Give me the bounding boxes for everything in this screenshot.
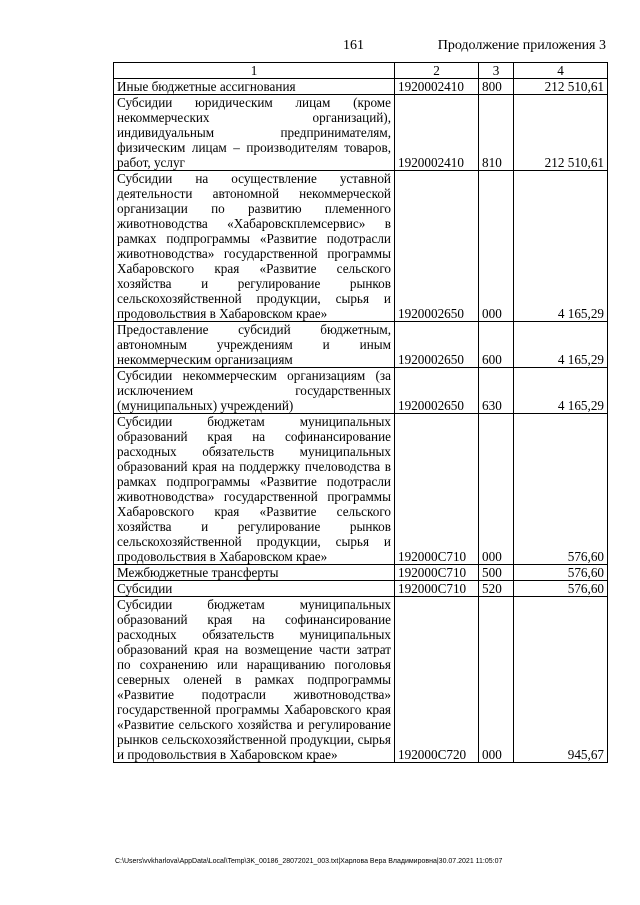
row-type: 000 bbox=[479, 597, 514, 763]
row-amount: 576,60 bbox=[514, 581, 608, 597]
row-type: 520 bbox=[479, 581, 514, 597]
row-code: 192000С710 bbox=[395, 414, 479, 565]
column-header-4: 4 bbox=[514, 63, 608, 79]
row-name: Субсидии bbox=[114, 581, 395, 597]
row-amount: 4 165,29 bbox=[514, 368, 608, 414]
row-amount: 212 510,61 bbox=[514, 95, 608, 171]
row-type: 630 bbox=[479, 368, 514, 414]
row-name: Иные бюджетные ассигнования bbox=[114, 79, 395, 95]
row-amount: 4 165,29 bbox=[514, 171, 608, 322]
row-code: 1920002410 bbox=[395, 95, 479, 171]
row-amount: 576,60 bbox=[514, 414, 608, 565]
row-name: Субсидии бюджетам муниципальных образований края на софинансирование расходных обязательств муниципальных образований края на возмещение части затрат по сохранению или наращиванию поголовья северных оленей в рамках подпрограммы «Развитие подотрасли животноводства» государственной программы Хабаровского края «Развитие сельского хозяйства и регулирование рынков сельскохозяйственной продукции, сырья и продовольствия в Хабаровском крае» bbox=[114, 597, 395, 763]
row-type: 600 bbox=[479, 322, 514, 368]
table-row bbox=[114, 79, 608, 95]
column-header-2: 2 bbox=[395, 63, 479, 79]
table-row bbox=[114, 368, 608, 414]
budget-table bbox=[113, 62, 608, 763]
row-code: 1920002650 bbox=[395, 322, 479, 368]
table-row bbox=[114, 414, 608, 565]
row-amount: 945,67 bbox=[514, 597, 608, 763]
row-type: 500 bbox=[479, 565, 514, 581]
table-row bbox=[114, 597, 608, 763]
row-type: 800 bbox=[479, 79, 514, 95]
table-row bbox=[114, 322, 608, 368]
table-row bbox=[114, 171, 608, 322]
row-code: 192000С710 bbox=[395, 565, 479, 581]
row-type: 810 bbox=[479, 95, 514, 171]
row-amount: 212 510,61 bbox=[514, 79, 608, 95]
row-name: Предоставление субсидий бюджетным, автономным учреждениям и иным некоммерческим организациям bbox=[114, 322, 395, 368]
row-amount: 4 165,29 bbox=[514, 322, 608, 368]
column-header-3: 3 bbox=[479, 63, 514, 79]
row-name: Субсидии некоммерческим организациям (за исключением государственных (муниципальных) учреждений) bbox=[114, 368, 395, 414]
header-row bbox=[114, 63, 608, 79]
row-name: Межбюджетные трансферты bbox=[114, 565, 395, 581]
column-header-1: 1 bbox=[114, 63, 395, 79]
row-code: 1920002650 bbox=[395, 171, 479, 322]
continuation-note: Продолжение приложения 3 bbox=[437, 38, 606, 53]
row-code: 192000С710 bbox=[395, 581, 479, 597]
table-row bbox=[114, 95, 608, 171]
row-code: 1920002410 bbox=[395, 79, 479, 95]
file-path-footer: C:\Users\vvkharlova\AppData\Local\Temp\3K_00186_28072021_003.txt|Харлова Вера Владимировна|30.07.2021 11:05:07 bbox=[115, 858, 503, 865]
row-type: 000 bbox=[479, 414, 514, 565]
page-number: 161 bbox=[343, 38, 364, 53]
row-type: 000 bbox=[479, 171, 514, 322]
row-name: Субсидии бюджетам муниципальных образований края на софинансирование расходных обязательств муниципальных образований края на поддержку пчеловодства в рамках подпрограммы «Развитие подотрасли животноводства» государственной программы Хабаровского края «Развитие сельского хозяйства и регулирование рынков сельскохозяйственной продукции, сырья и продовольствия в Хабаровском крае» bbox=[114, 414, 395, 565]
row-name: Субсидии юридическим лицам (кроме некоммерческих организаций), индивидуальным предпринимателям, физическим лицам – производителям товаров, работ, услуг bbox=[114, 95, 395, 171]
row-code: 192000С720 bbox=[395, 597, 479, 763]
row-code: 1920002650 bbox=[395, 368, 479, 414]
table-row bbox=[114, 581, 608, 597]
table-row bbox=[114, 565, 608, 581]
row-name: Субсидии на осуществление уставной деятельности автономной некоммерческой организации по развитию племенного животноводства «Хабаровскплемсервис» в рамках подпрограммы «Развитие подотрасли животноводства» государственной программы Хабаровского края «Развитие сельского хозяйства и регулирование рынков сельскохозяйственной продукции, сырья и продовольствия в Хабаровском крае» bbox=[114, 171, 395, 322]
row-amount: 576,60 bbox=[514, 565, 608, 581]
